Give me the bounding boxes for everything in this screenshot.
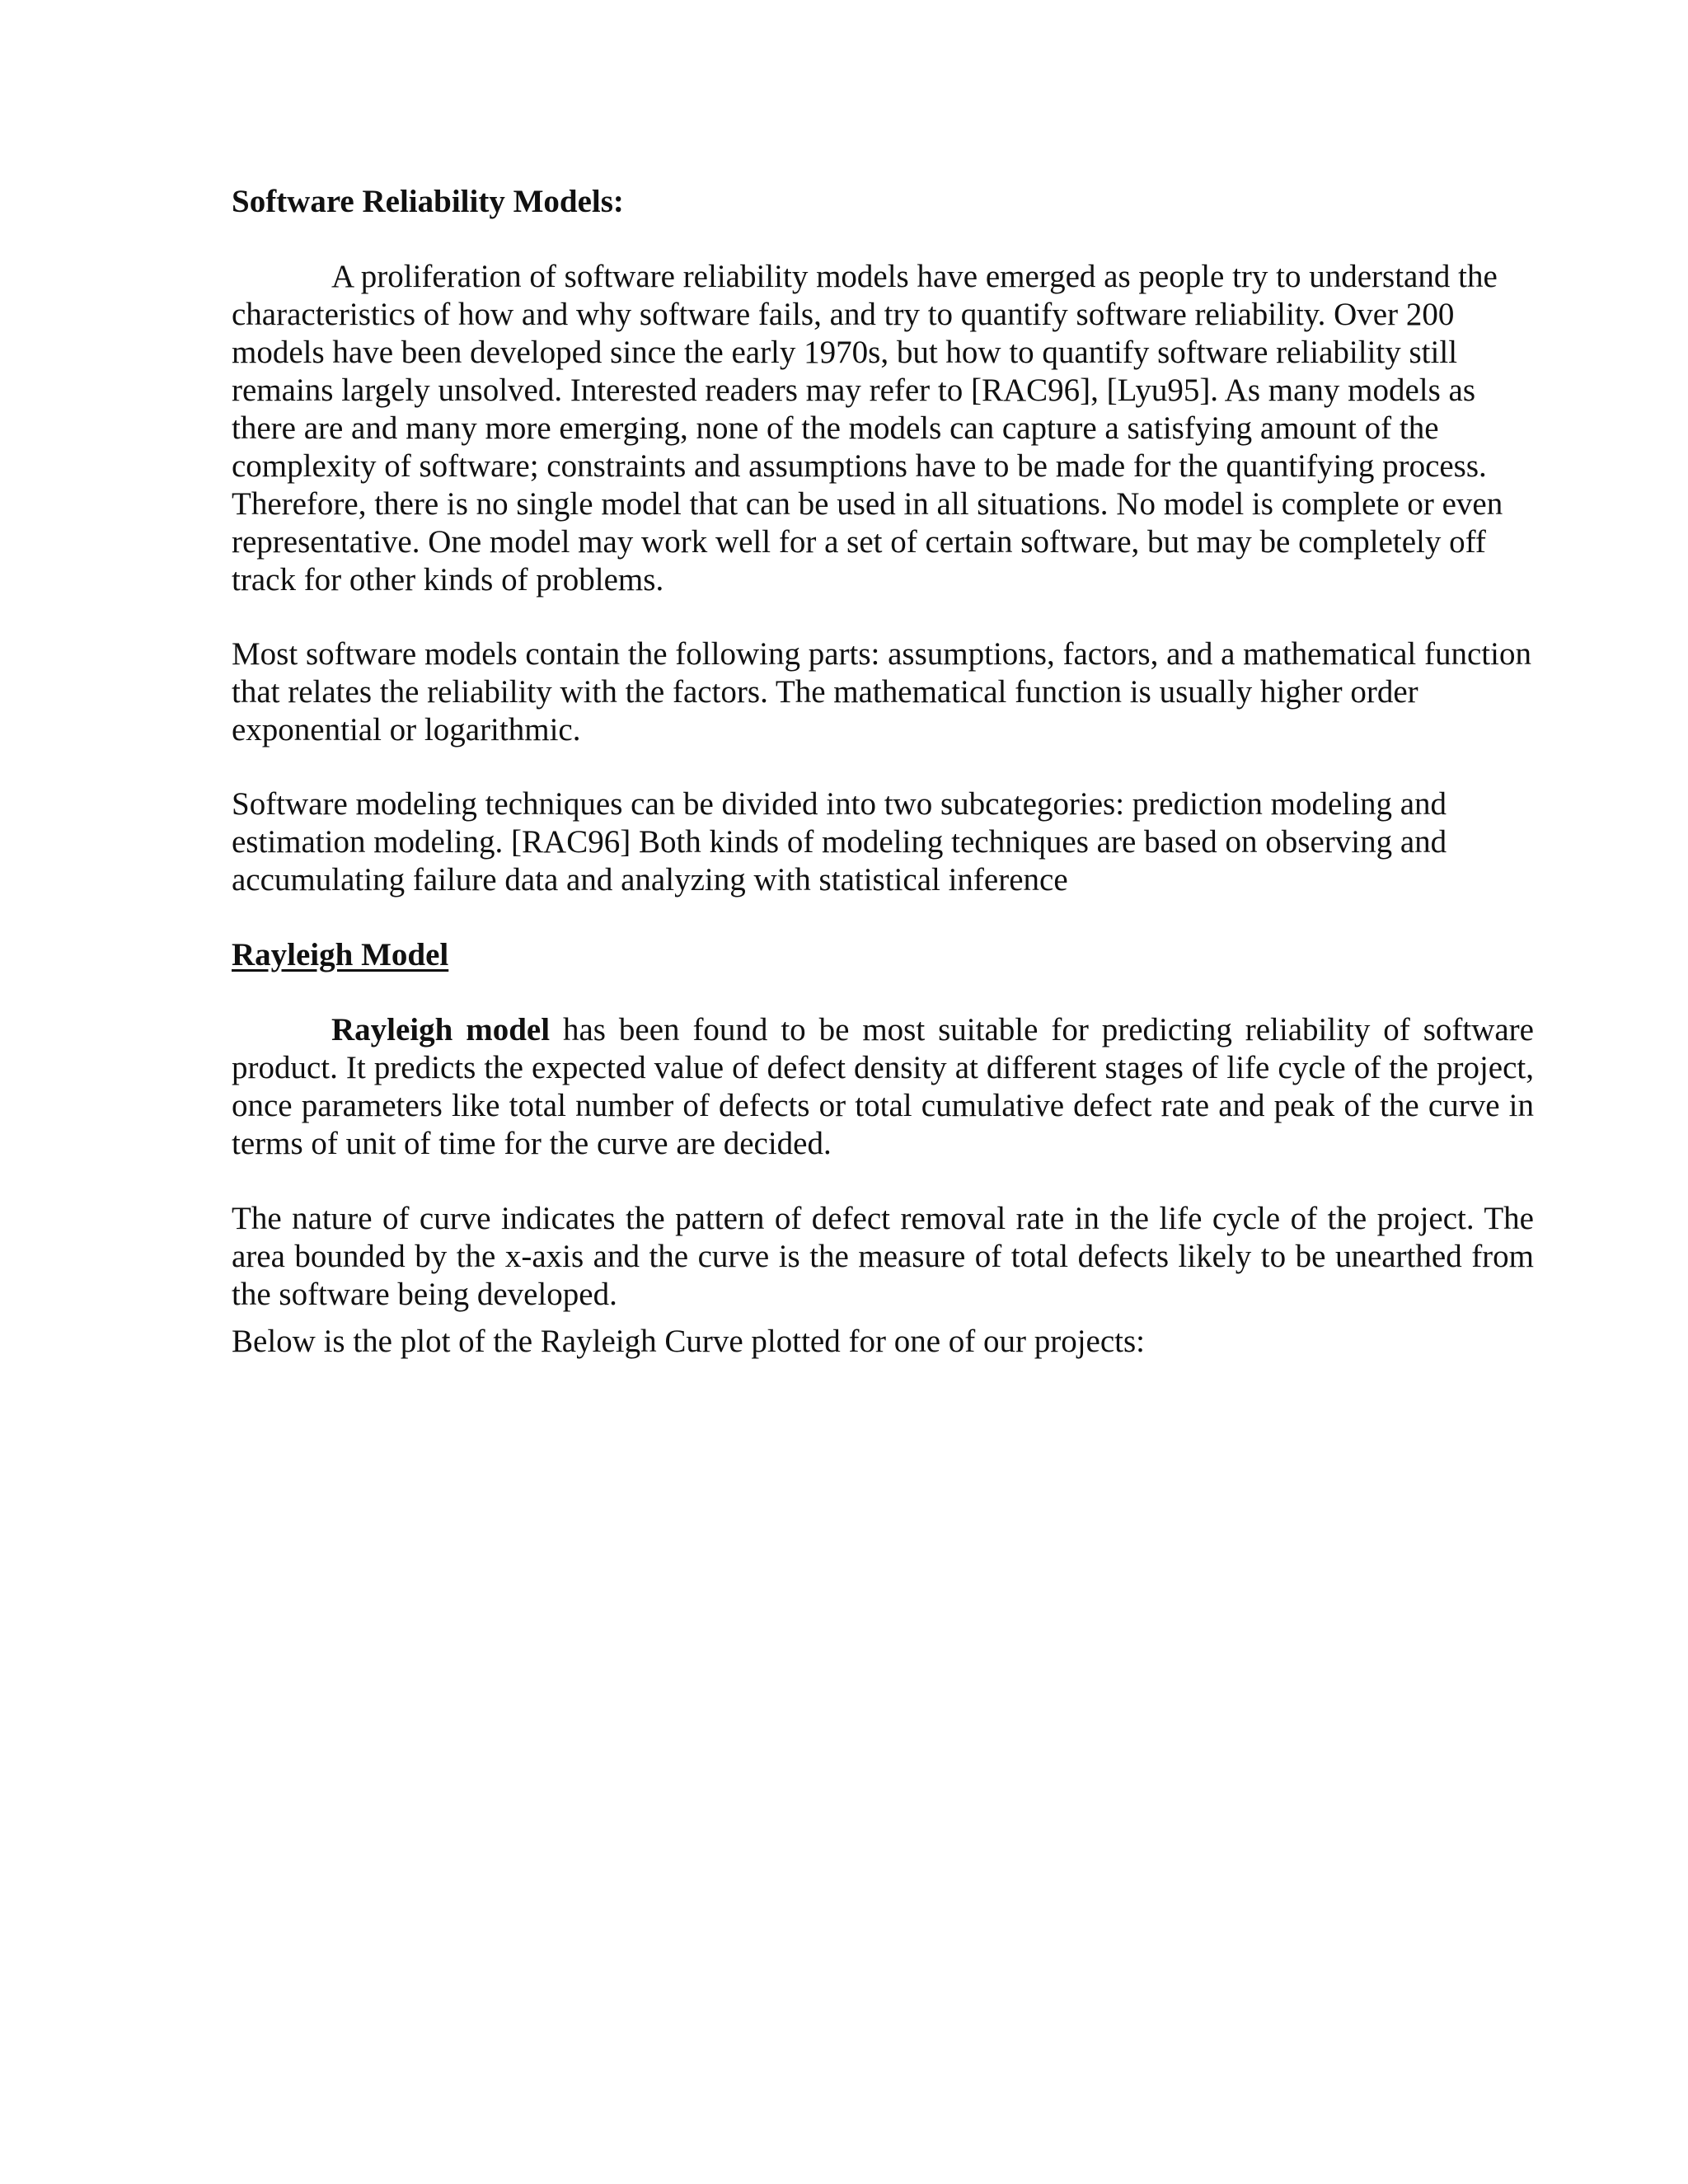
section-title: Software Reliability Models: <box>232 184 624 219</box>
document-page <box>232 183 1534 1361</box>
curve-nature-paragraph: The nature of curve indicates the pattern of defect removal rate in the life cycle of the project. The area bounded by the x-axis and the curve is the measure of total defects likely to be unearthed from the software being developed. <box>232 1201 1534 1312</box>
rayleigh-plot-intro-line: Below is the plot of the Rayleigh Curve plotted for one of our projects: <box>232 1324 1146 1359</box>
modeling-techniques-paragraph: Software modeling techniques can be divided into two subcategories: prediction modeling and estimation modeling. [RAC96] Both kinds of modeling techniques are based on observing and accumulating failure data and analyzing with statistical inference <box>232 786 1447 898</box>
rayleigh-paragraph-text: has been found to be most suitable for predicting reliability of software product. It predicts the expected value of defect density at different stages of life cycle of the project, once parameters like total number of defects or total cumulative defect rate and peak of the curve in terms of unit of time for the curve are decided. <box>232 1012 1534 1161</box>
rayleigh-bold-term: Rayleigh model <box>331 1012 551 1047</box>
rayleigh-model-heading: Rayleigh Model <box>232 937 449 972</box>
model-parts-paragraph: Most software models contain the following parts: assumptions, factors, and a mathematical function that relates the reliability with the factors. The mathematical function is usually higher order exponential or logarithmic. <box>232 636 1531 748</box>
intro-paragraph: A proliferation of software reliability models have emerged as people try to understand the characteristics of how and why software fails, and try to quantify software reliability. Over 200 models have been developed since the early 1970s, but how to quantify software reliability still remains largely unsolved. Interested readers may refer to [RAC96], [Lyu95]. As many models as there are and many more emerging, none of the models can capture a satisfying amount of the complexity of software; constraints and assumptions have to be made for the quantifying process. Therefore, there is no single model that can be used in all situations. No model is complete or even representative. One model may work well for a set of certain software, but may be completely off track for other kinds of problems. <box>232 259 1503 598</box>
rayleigh-intro-paragraph <box>232 1011 1534 1163</box>
